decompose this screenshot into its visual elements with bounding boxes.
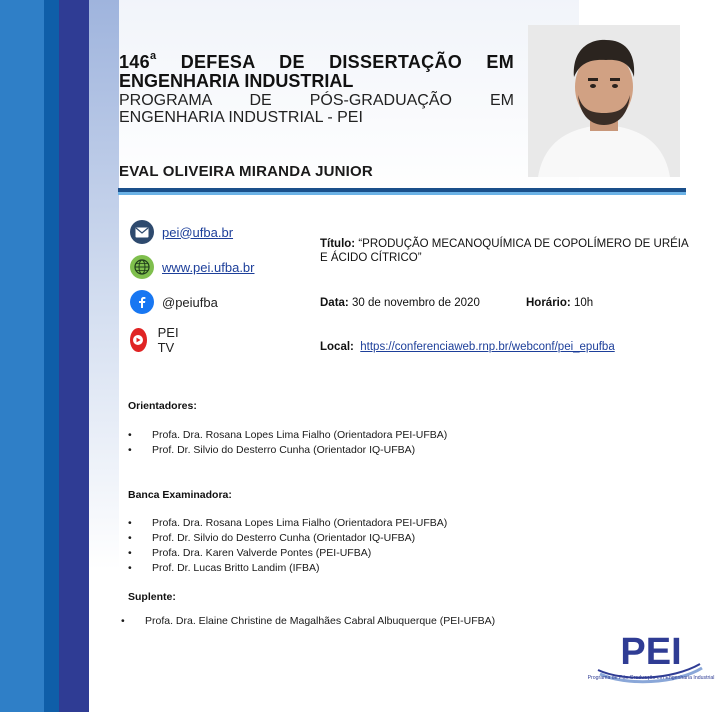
date-value: 30 de novembro de 2020 [351,297,480,309]
contact-youtube[interactable] [130,325,186,355]
list-item: • Profa. Dra. Rosana Lopes Lima Fialho (Orientadora PEI-UFBA) [128,516,447,531]
event-title-text: DEFESA DE DISSERTAÇÃO EM [180,52,514,72]
time-label: Horário: [526,297,571,309]
defense-time [526,296,593,310]
event-number: 146 [119,52,150,72]
contact-facebook[interactable] [130,290,218,314]
time-value: 10h [573,297,594,309]
globe-icon [130,255,154,279]
contact-email[interactable] [130,220,233,244]
contact-website-text[interactable]: www.pei.ufba.br [162,259,255,275]
facebook-icon [130,290,154,314]
list-item: • Prof. Dr. Silvio do Desterro Cunha (Orientador IQ-UFBA) [128,443,447,458]
thesis-title-line1: “PRODUÇÃO MECANOQUÍMICA DE COPOLÍMERO DE URÉIA [358,238,689,250]
contact-website[interactable] [130,255,255,279]
contact-email-text[interactable]: pei@ufba.br [162,224,234,240]
substitute-heading: Suplente: [128,591,176,603]
program-line1: PROGRAMA DE PÓS-GRADUAÇÃO EM [119,92,514,109]
committee-list [128,516,447,576]
email-icon [130,220,154,244]
date-label: Data: [320,297,349,309]
event-title-line1 [119,50,514,72]
thesis-title-line2: E ÁCIDO CÍTRICO” [320,252,422,264]
defense-location [320,340,615,354]
location-link[interactable]: https://conferenciaweb.rnp.br/webconf/pei_epufba [360,341,615,353]
left-stripes [0,0,120,712]
list-item: • Prof. Dr. Silvio do Desterro Cunha (Orientador IQ-UFBA) [128,531,447,546]
substitute-list [121,614,495,629]
advisors-heading: Orientadores: [128,400,197,412]
defense-date [320,296,480,310]
contact-facebook-text[interactable]: @peiufba [162,294,218,310]
location-label: Local: [320,341,354,353]
stripe-navy [59,0,89,712]
pei-logo [587,624,715,686]
advisors-list [128,428,447,458]
stripe-gradient [89,0,119,712]
divider-light [118,192,686,195]
list-item: • Profa. Dra. Elaine Christine de Magalhães Cabral Albuquerque (PEI-UFBA) [121,614,495,629]
event-number-superscript: a [149,50,157,62]
list-item: • Profa. Dra. Karen Valverde Pontes (PEI-UFBA) [128,546,447,561]
stripe-light-blue [0,0,44,712]
candidate-photo [528,25,680,177]
committee-heading: Banca Examinadora: [128,489,232,501]
list-item: • Prof. Dr. Lucas Britto Landim (IFBA) [128,561,447,576]
logo-caption: Programa de Pós-Graduação em Engenharia Industrial [587,675,715,681]
logo-text: PEI [620,631,682,673]
youtube-icon [130,328,147,352]
event-title-line2: ENGENHARIA INDUSTRIAL [119,71,354,91]
candidate-name: EVAL OLIVEIRA MIRANDA JUNIOR [119,163,373,180]
thesis-title [320,237,690,265]
stripe-blue [44,0,59,712]
thesis-title-label: Título: [320,238,356,250]
program-line2: ENGENHARIA INDUSTRIAL - PEI [119,109,363,126]
list-item: • Profa. Dra. Rosana Lopes Lima Fialho (Orientadora PEI-UFBA) [128,428,447,443]
page-header [119,50,514,126]
contact-youtube-text[interactable]: PEI TV [157,325,179,355]
